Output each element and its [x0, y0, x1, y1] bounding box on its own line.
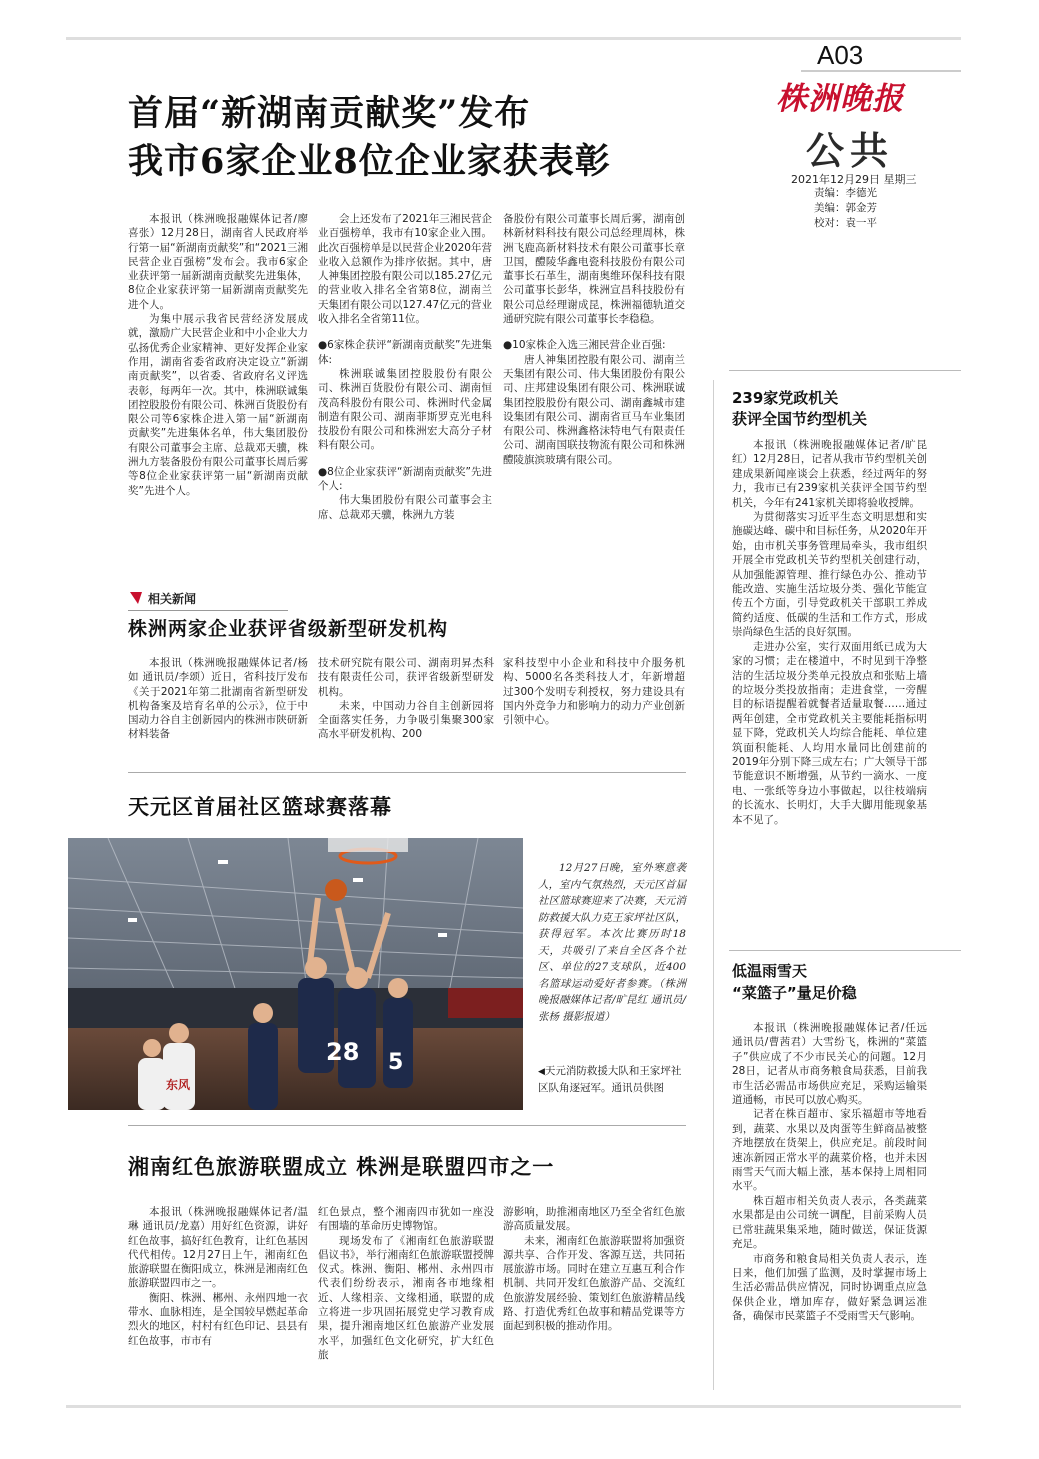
side2-paragraph: 株百超市相关负责人表示，各类蔬菜水果都是由公司统一调配，目前采购人员已常驻蔬果集采地，随时做送，保证货源充足。 [732, 1194, 927, 1251]
issue-date: 2021年12月29日 星期三 [791, 173, 917, 186]
related-paragraph: 本报讯（株洲晚报融媒体记者/杨如 通讯员/李颂）近日，省科技厅发布《关于2021年第二批湖南省新型研发机构备案及培育名单的公示》，位于中国动力谷自主创新园内的株洲市陕研新材料装备 [128, 657, 308, 741]
bullet-body: 唐人神集团控股有限公司、湖南兰天集团有限公司、伟大集团股份有限公司、庄邦建设集团有限公司、株洲联诚集团控股股份有限公司、湖南鑫城市建设集团有限公司、湖南省亘马车业集团有限公司、株洲鑫格沫特电气有限责任公司、湖南国联技物流有限公司和株洲醴陵旗滨玻璃有限公司。 [503, 353, 685, 466]
related-column-3 [503, 656, 685, 727]
side1-headline-line2: 获评全国节约型机关 [732, 410, 868, 428]
tourism-paragraph: 红色景点，整个湘南四市犹如一座没有围墙的革命历史博物馆。 [318, 1206, 494, 1233]
editor-credit: 责编：李德光 [814, 187, 877, 199]
red-tourism-column-2 [318, 1205, 494, 1362]
photo-caption-text: 天元消防救援大队和王家坪社区队角逐冠军。通讯员供图 [538, 1065, 682, 1094]
section-divider [128, 1125, 686, 1126]
bullet-heading: ●10家株企入选三湘民营企业百强: [503, 339, 666, 352]
related-column-2 [318, 656, 494, 742]
designer-credit: 美编：郭金芳 [814, 202, 877, 214]
bullet-body: 株洲联诚集团控股股份有限公司、株洲百货股份有限公司、湖南恒茂高科股份有限公司、株洲时代金属制造有限公司、湖南菲斯罗克光电科技股份有限公司和株洲宏大高分子材料有限公司。 [318, 367, 492, 452]
lead-column-3 [503, 212, 685, 467]
lead-column-1 [128, 212, 308, 498]
side1-paragraph: 本报讯（株洲晚报融媒体记者/旷昆红）12月28日，记者从我市节约型机关创建成果新闻座谈会上获悉，经过两年的努力，我市已有239家机关获评全国节约型机关，今年有241家机关即将验收授牌。 [732, 439, 927, 509]
lead-paragraph: 会上还发布了2021年三湘民营企业百强榜单，我市有10家企业入围。此次百强榜单是以民营企业2020年营业收入总额作为排序依据。其中，唐人神集团控股有限公司以185.27亿元的营业收入排名全省第8位，湖南兰天集团有限公司以127.47亿元的营业收入排名全省第11位。 [318, 213, 492, 326]
side1-body [732, 438, 927, 827]
bottom-rule [66, 1405, 961, 1408]
related-news-tag [128, 589, 196, 607]
side2-paragraph: 市商务和粮食局相关负责人表示，连日来，他们加强了监测，及时掌握市场上生活必需品供应情况，同时协调重点应急保供企业，增加库存，做好紧急调运准备，确保市民菜篮子不受雨雪天气影响。 [732, 1252, 927, 1323]
photo-caption [538, 1063, 686, 1096]
related-paragraph: 家科技型中小企业和科技中介服务机构、5000名各类科技人才，年新增超过300个发明专利授权，努力建设具有国内外竞争力和影响力的动力产业创新引领中心。 [503, 657, 685, 727]
red-tourism-column-1 [128, 1205, 308, 1348]
side2-paragraph: 记者在株百超市、家乐福超市等地看到，蔬菜、水果以及肉蛋等生鲜商品被整齐地摆放在货架上，供应充足。前段时间速冻新园正常水平的蔬菜价格，也并未因雨雪天气而大幅上涨，基本保持上周相同水平。 [732, 1108, 927, 1193]
bullet-heading: ●8位企业家获评“新湖南贡献奖”先进个人: [318, 465, 492, 493]
lead-headline-line2: 我市6家企业8位企业家获表彰 [128, 141, 611, 182]
red-tourism-headline: 湘南红色旅游联盟成立 株洲是联盟四市之一 [128, 1155, 555, 1179]
lead-paragraph: 为集中展示我省民营经济发展成就，激励广大民营企业和中小企业大力弘扬优秀企业家精神、更好发挥企业家作用，湖南省委省政府决定设立“新湖南贡献奖”，以省委、省政府名义评选表彰，每两年一次。其中，株洲联诚集团控股股份有限公司、株洲百货股份有限公司等6家株企进入第一届“新湖南贡献奖”先进集体名单，伟大集团股份有限公司董事会主席、总裁邓天骥，株洲九方装备股份有限公司董事长周后雾等8位企业家获评第一届“新湖南贡献奖”先进个人。 [128, 313, 308, 497]
side1-headline-line1: 239家党政机关 [732, 389, 839, 407]
related-paragraph: 技术研究院有限公司、湖南玥昇杰科技有限责任公司，获评省级新型研发机构。 [318, 657, 494, 698]
side-story-top-rule [729, 370, 961, 371]
masthead-rule [801, 70, 961, 72]
side2-headline-line1: 低温雨雪天 [732, 962, 808, 980]
side-story-divider [729, 950, 961, 951]
related-news-label: 相关新闻 [148, 591, 197, 606]
side1-paragraph: 走进办公室，实行双面用纸已成为大家的习惯；走在楼道中，不时见到干净整洁的生活垃圾分类单元投放点和张贴上墙的垃圾分类投放指南；走进食堂，一旁醒目的标语提醒着就餐者适量取餐……通过两年创建，全市党政机关主要能耗指标明显下降，党政机关人均综合能耗、单位建筑面积能耗、人均用水量同比创建前的2019年分别下降三成左右；广大领导干部节能意识不断增强，从节约一滴水、一度电、一张纸等身边小事做起，以往枝端病的长流水、长明灯，大手大脚用能现象基本不见了。 [732, 640, 927, 826]
proofreader-credit: 校对：袁一平 [814, 217, 877, 229]
side2-body [732, 1021, 927, 1324]
lead-paragraph: 本报讯（株洲晚报融媒体记者/廖喜张）12月28日，湖南省人民政府举行第一届“新湖南贡献奖”和“2021三湘民营企业百强榜”发布会。我市6家企业获评第一届新湖南贡献奖先进集体，8位企业家获评第一届新湖南贡献奖先进个人。 [128, 213, 308, 311]
basketball-photo-image [68, 838, 523, 1110]
tag-marker-icon [128, 590, 144, 606]
jersey-text: 东风 [166, 1078, 191, 1092]
paper-logo: 株洲晚报 [776, 81, 904, 117]
tourism-paragraph: 本报讯（株洲晚报融媒体记者/温琳 通讯员/龙嘉）用好红色资源，讲好红色故事，搞好红色教育，让红色基因代代相传。12月27日上午，湘南红色旅游联盟在衡阳成立，株洲是湘南红色旅游联盟四市之一。 [128, 1206, 308, 1290]
column-divider [713, 380, 714, 1390]
caption-triangle-icon: ◀ [538, 1067, 545, 1077]
lead-headline-line1: 首届“新湖南贡献奖”发布 [128, 93, 531, 134]
caption-paragraph: 12月27日晚，室外寒意袭人，室内气氛热烈，天元区首届社区篮球赛迎来了决赛，天元消防救援大队力克王家坪社区队，获得冠军。本次比赛历时18天，共吸引了来自全区各个社区、单位的27支球队，近400名篮球运动爱好者参赛。（株洲晚报融媒体记者/旷昆红 通讯员/张杨 摄影报道） [538, 862, 686, 1023]
tourism-paragraph: 未来，湘南红色旅游联盟将加强资源共享、合作开发、客源互送，共同拓展旅游市场。同时在建立互惠互利合作机制、共同开发红色旅游产品、交流红色旅游发展经验、策划红色旅游精品线路、打造优秀红色故事和精品党课等方面起到积极的推动作用。 [503, 1234, 685, 1333]
related-news-underline [128, 610, 288, 611]
basketball-photo [68, 838, 523, 1110]
basketball-caption [538, 860, 686, 1025]
related-headline: 株洲两家企业获评省级新型研发机构 [128, 618, 449, 640]
related-column-1 [128, 656, 308, 742]
related-paragraph: 未来，中国动力谷自主创新园将全面落实任务，力争吸引集聚300家高水平研发机构、200 [318, 699, 494, 741]
lead-paragraph: 备股份有限公司董事长周后雾，湖南创林新材料科技有限公司总经理周林，株洲飞鹿高新材料技术有限公司董事长章卫国，醴陵华鑫电瓷科技股份有限公司董事长石革生，湖南奥维环保科技有限公司董事长彭华，株洲宣昌科技股份有限公司总经理谢成昆，株洲福德轨道交通研究院有限公司董事长李稳稳。 [503, 213, 685, 326]
side1-paragraph: 为贯彻落实习近平生态文明思想和实施碳达峰、碳中和目标任务，从2020年开始，由市机关事务管理局牵头，我市组织开展全市党政机关节约型机关创建行动，从加强能源管理、推行绿色办公、推动节能改造、实施生活垃圾分类、强化节能宣传五个方面，引导党政机关干部职工养成简约适度、低碳的生活和工作方式，形成崇尚绿色生活的良好氛围。 [732, 511, 927, 639]
tourism-paragraph: 游影响，助推湘南地区乃至全省红色旅游高质量发展。 [503, 1206, 685, 1233]
bullet-heading: ●6家株企获评“新湖南贡献奖”先进集体: [318, 339, 492, 366]
side2-paragraph: 本报讯（株洲晚报融媒体记者/任远 通讯员/曹茜君）大雪纷飞，株洲的“菜篮子”供应成了不少市民关心的问题。12月28日，记者从市商务粮食局获悉，目前我市生活必需品市场供应充足，采购运输渠道通畅，市民可以放心购买。 [732, 1022, 927, 1107]
basketball-headline: 天元区首届社区篮球赛落幕 [128, 795, 392, 819]
tourism-paragraph: 现场发布了《湘南红色旅游联盟倡议书》，举行湘南红色旅游联盟授牌仪式。株洲、衡阳、郴州、永州四市代表们纷纷表示，湘南各市地缘相近、人缘相亲、文缘相通，联盟的成立将进一步巩固拓展党史学习教育成果，提升湘南地区红色旅游产业发展水平，加强红色文化研究，扩大红色旅 [318, 1234, 494, 1361]
lead-column-2 [318, 212, 492, 522]
page-number: A03 [817, 40, 864, 70]
section-name: 公共 [806, 128, 895, 173]
tourism-paragraph: 衡阳、株洲、郴州、永州四地一衣带水、血脉相连，是全国较早燃起革命烈火的地区，村村有红色印记、县县有红色故事，市市有 [128, 1291, 308, 1347]
red-tourism-column-3 [503, 1205, 685, 1334]
jersey-number: 28 [326, 1038, 360, 1066]
bullet-body: 伟大集团股份有限公司董事会主席、总裁邓天骥，株洲九方装 [318, 494, 492, 521]
side2-headline-line2: “菜篮子”量足价稳 [732, 984, 857, 1002]
jersey-number: 5 [388, 1050, 404, 1075]
section-divider [128, 772, 686, 773]
